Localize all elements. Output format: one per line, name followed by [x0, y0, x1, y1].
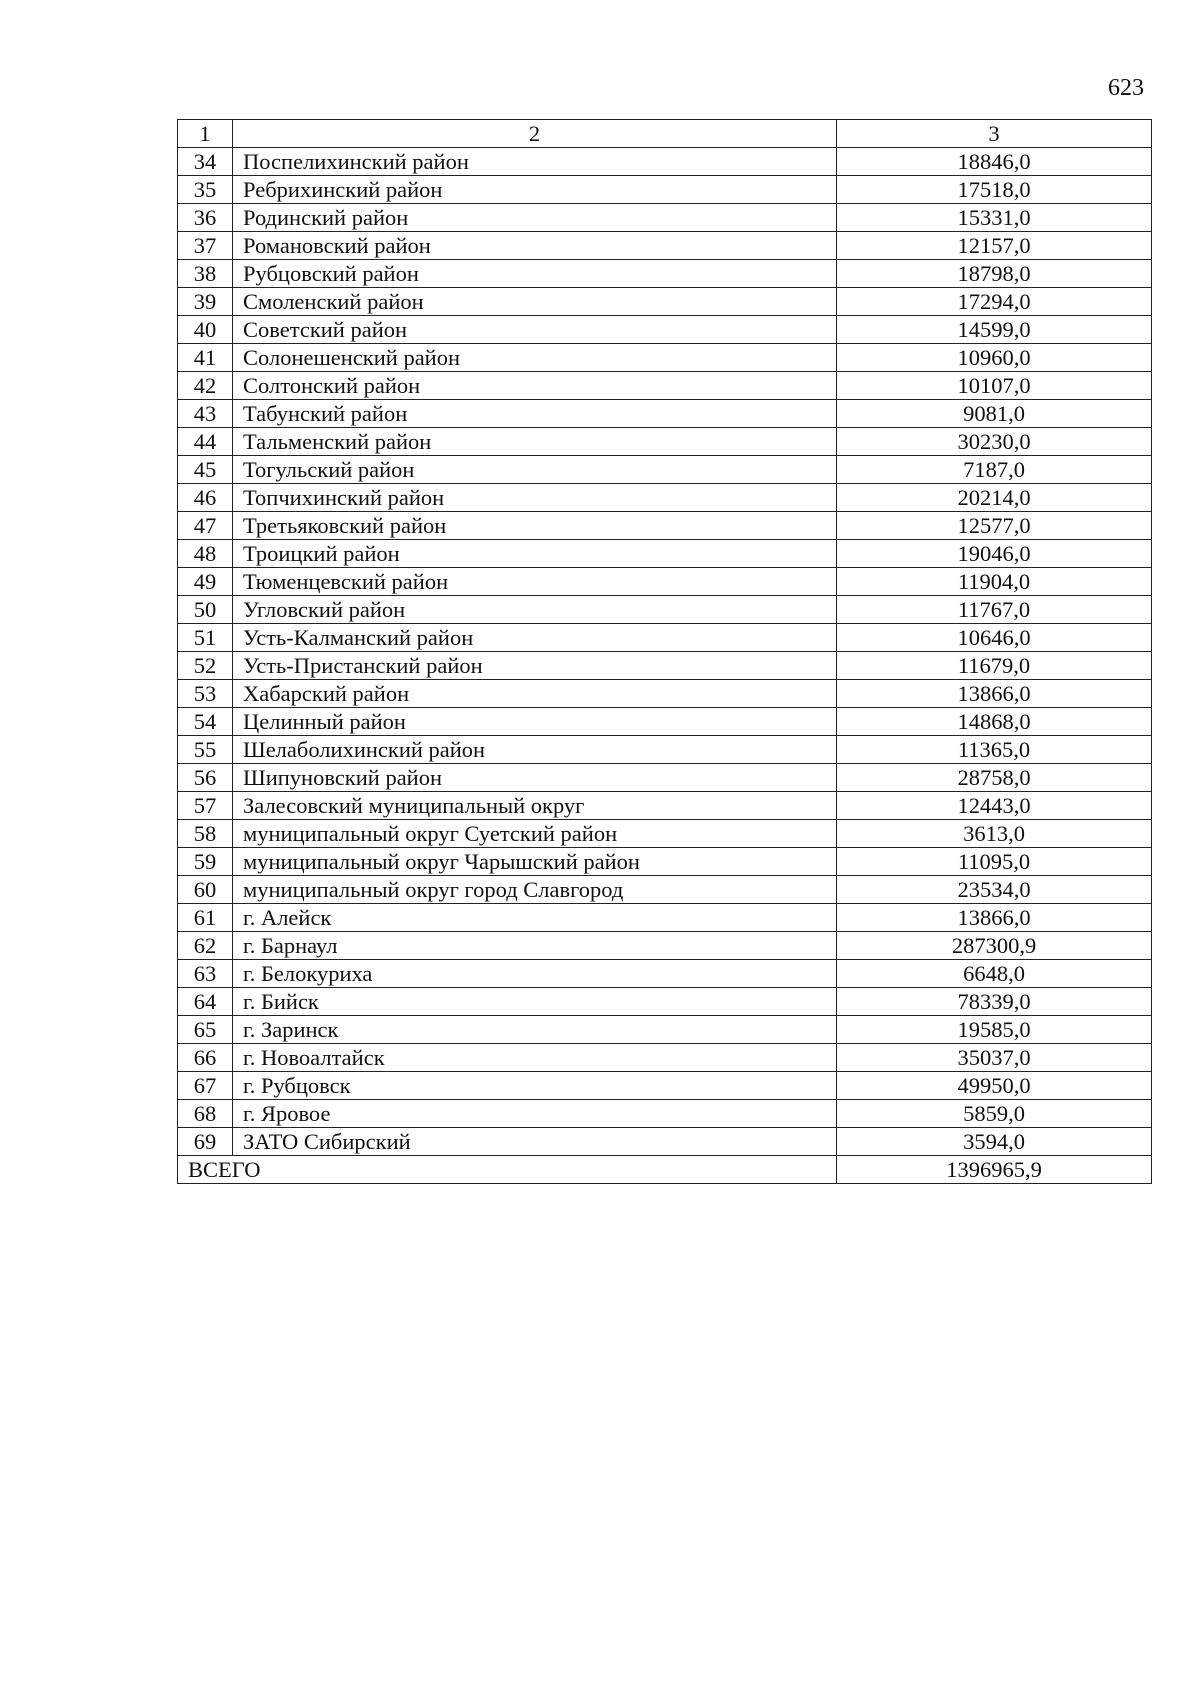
- table-row: [178, 1016, 1152, 1044]
- row-value-cell: 3613,0: [837, 820, 1152, 848]
- row-name-cell: Солонешенский район: [233, 344, 837, 372]
- row-value-cell: 35037,0: [837, 1044, 1152, 1072]
- table-row: [178, 428, 1152, 456]
- row-number-cell: 60: [178, 876, 233, 904]
- table-row: [178, 596, 1152, 624]
- row-name-cell: Романовский район: [233, 232, 837, 260]
- row-number-cell: 39: [178, 288, 233, 316]
- row-value-cell: 10107,0: [837, 372, 1152, 400]
- row-value-cell: 9081,0: [837, 400, 1152, 428]
- row-name-cell: г. Новоалтайск: [233, 1044, 837, 1072]
- row-value-cell: 28758,0: [837, 764, 1152, 792]
- row-value-cell: 7187,0: [837, 456, 1152, 484]
- table-row: [178, 848, 1152, 876]
- row-name-cell: Рубцовский район: [233, 260, 837, 288]
- row-name-cell: Третьяковский район: [233, 512, 837, 540]
- row-name-cell: муниципальный округ город Славгород: [233, 876, 837, 904]
- row-value-cell: 19046,0: [837, 540, 1152, 568]
- table-row: [178, 708, 1152, 736]
- table-row: [178, 204, 1152, 232]
- row-name-cell: г. Яровое: [233, 1100, 837, 1128]
- table-row: [178, 148, 1152, 176]
- row-value-cell: 19585,0: [837, 1016, 1152, 1044]
- row-value-cell: 12443,0: [837, 792, 1152, 820]
- table-row: [178, 512, 1152, 540]
- table-row: [178, 736, 1152, 764]
- row-value-cell: 14599,0: [837, 316, 1152, 344]
- row-number-cell: 66: [178, 1044, 233, 1072]
- row-name-cell: г. Белокуриха: [233, 960, 837, 988]
- row-number-cell: 40: [178, 316, 233, 344]
- row-name-cell: г. Рубцовск: [233, 1072, 837, 1100]
- table-row: [178, 400, 1152, 428]
- row-name-cell: г. Барнаул: [233, 932, 837, 960]
- row-value-cell: 6648,0: [837, 960, 1152, 988]
- table-body: [178, 120, 1152, 1184]
- row-number-cell: 68: [178, 1100, 233, 1128]
- row-value-cell: 17518,0: [837, 176, 1152, 204]
- table-row: [178, 176, 1152, 204]
- table-row: [178, 484, 1152, 512]
- row-number-cell: 58: [178, 820, 233, 848]
- row-value-cell: 78339,0: [837, 988, 1152, 1016]
- row-name-cell: г. Алейск: [233, 904, 837, 932]
- row-number-cell: 38: [178, 260, 233, 288]
- row-name-cell: муниципальный округ Чарышский район: [233, 848, 837, 876]
- table-row: [178, 680, 1152, 708]
- table-row: [178, 456, 1152, 484]
- row-number-cell: 64: [178, 988, 233, 1016]
- table-row: [178, 624, 1152, 652]
- row-value-cell: 18798,0: [837, 260, 1152, 288]
- row-number-cell: 34: [178, 148, 233, 176]
- table-header-row: [178, 120, 1152, 148]
- row-value-cell: 10646,0: [837, 624, 1152, 652]
- row-number-cell: 46: [178, 484, 233, 512]
- row-name-cell: Табунский район: [233, 400, 837, 428]
- header-cell-number: 1: [178, 120, 233, 148]
- table-row: [178, 652, 1152, 680]
- table-row: [178, 1128, 1152, 1156]
- table-row: [178, 764, 1152, 792]
- table-row: [178, 316, 1152, 344]
- table-row: [178, 344, 1152, 372]
- row-number-cell: 43: [178, 400, 233, 428]
- table-total-row: [178, 1156, 1152, 1184]
- table-row: [178, 904, 1152, 932]
- row-value-cell: 10960,0: [837, 344, 1152, 372]
- total-value-cell: 1396965,9: [837, 1156, 1152, 1184]
- row-value-cell: 5859,0: [837, 1100, 1152, 1128]
- row-value-cell: 12577,0: [837, 512, 1152, 540]
- table-row: [178, 288, 1152, 316]
- table-row: [178, 232, 1152, 260]
- row-value-cell: 15331,0: [837, 204, 1152, 232]
- row-number-cell: 50: [178, 596, 233, 624]
- row-name-cell: Целинный район: [233, 708, 837, 736]
- row-number-cell: 65: [178, 1016, 233, 1044]
- row-name-cell: Родинский район: [233, 204, 837, 232]
- table-row: [178, 960, 1152, 988]
- row-number-cell: 49: [178, 568, 233, 596]
- table-row: [178, 1044, 1152, 1072]
- table-row: [178, 1072, 1152, 1100]
- row-number-cell: 59: [178, 848, 233, 876]
- row-value-cell: 11365,0: [837, 736, 1152, 764]
- row-number-cell: 57: [178, 792, 233, 820]
- table-row: [178, 1100, 1152, 1128]
- row-number-cell: 44: [178, 428, 233, 456]
- row-number-cell: 67: [178, 1072, 233, 1100]
- table-row: [178, 260, 1152, 288]
- row-name-cell: Шипуновский район: [233, 764, 837, 792]
- row-value-cell: 30230,0: [837, 428, 1152, 456]
- row-value-cell: 11679,0: [837, 652, 1152, 680]
- table-row: [178, 876, 1152, 904]
- table-row: [178, 932, 1152, 960]
- row-name-cell: Шелаболихинский район: [233, 736, 837, 764]
- row-value-cell: 287300,9: [837, 932, 1152, 960]
- row-name-cell: Топчихинский район: [233, 484, 837, 512]
- row-name-cell: г. Заринск: [233, 1016, 837, 1044]
- row-value-cell: 17294,0: [837, 288, 1152, 316]
- row-number-cell: 69: [178, 1128, 233, 1156]
- table-row: [178, 372, 1152, 400]
- row-number-cell: 61: [178, 904, 233, 932]
- row-name-cell: Тогульский район: [233, 456, 837, 484]
- row-number-cell: 41: [178, 344, 233, 372]
- table-row: [178, 568, 1152, 596]
- row-value-cell: 23534,0: [837, 876, 1152, 904]
- total-label-cell: ВСЕГО: [178, 1156, 837, 1184]
- row-name-cell: Солтонский район: [233, 372, 837, 400]
- row-name-cell: Смоленский район: [233, 288, 837, 316]
- row-name-cell: г. Бийск: [233, 988, 837, 1016]
- row-name-cell: Троицкий район: [233, 540, 837, 568]
- row-value-cell: 3594,0: [837, 1128, 1152, 1156]
- row-name-cell: ЗАТО Сибирский: [233, 1128, 837, 1156]
- header-cell-name: 2: [233, 120, 837, 148]
- row-value-cell: 49950,0: [837, 1072, 1152, 1100]
- allocation-table: [177, 119, 1152, 1184]
- row-name-cell: Хабарский район: [233, 680, 837, 708]
- row-value-cell: 11904,0: [837, 568, 1152, 596]
- row-value-cell: 20214,0: [837, 484, 1152, 512]
- table-row: [178, 988, 1152, 1016]
- row-value-cell: 12157,0: [837, 232, 1152, 260]
- row-number-cell: 36: [178, 204, 233, 232]
- row-name-cell: Тюменцевский район: [233, 568, 837, 596]
- row-name-cell: Усть-Пристанский район: [233, 652, 837, 680]
- row-number-cell: 62: [178, 932, 233, 960]
- row-number-cell: 53: [178, 680, 233, 708]
- row-value-cell: 11767,0: [837, 596, 1152, 624]
- table-row: [178, 540, 1152, 568]
- row-number-cell: 47: [178, 512, 233, 540]
- row-value-cell: 13866,0: [837, 904, 1152, 932]
- row-number-cell: 37: [178, 232, 233, 260]
- row-name-cell: Ребрихинский район: [233, 176, 837, 204]
- row-number-cell: 52: [178, 652, 233, 680]
- row-number-cell: 63: [178, 960, 233, 988]
- row-number-cell: 56: [178, 764, 233, 792]
- row-name-cell: Поспелихинский район: [233, 148, 837, 176]
- row-number-cell: 35: [178, 176, 233, 204]
- row-number-cell: 48: [178, 540, 233, 568]
- row-value-cell: 11095,0: [837, 848, 1152, 876]
- row-number-cell: 42: [178, 372, 233, 400]
- row-name-cell: Угловский район: [233, 596, 837, 624]
- row-number-cell: 54: [178, 708, 233, 736]
- row-value-cell: 13866,0: [837, 680, 1152, 708]
- row-name-cell: муниципальный округ Суетский район: [233, 820, 837, 848]
- row-name-cell: Советский район: [233, 316, 837, 344]
- row-value-cell: 14868,0: [837, 708, 1152, 736]
- row-number-cell: 55: [178, 736, 233, 764]
- page-number: 623: [1108, 75, 1144, 101]
- table-row: [178, 792, 1152, 820]
- row-name-cell: Тальменский район: [233, 428, 837, 456]
- table-row: [178, 820, 1152, 848]
- row-number-cell: 45: [178, 456, 233, 484]
- row-name-cell: Усть-Калманский район: [233, 624, 837, 652]
- row-value-cell: 18846,0: [837, 148, 1152, 176]
- header-cell-value: 3: [837, 120, 1152, 148]
- row-number-cell: 51: [178, 624, 233, 652]
- row-name-cell: Залесовский муниципальный округ: [233, 792, 837, 820]
